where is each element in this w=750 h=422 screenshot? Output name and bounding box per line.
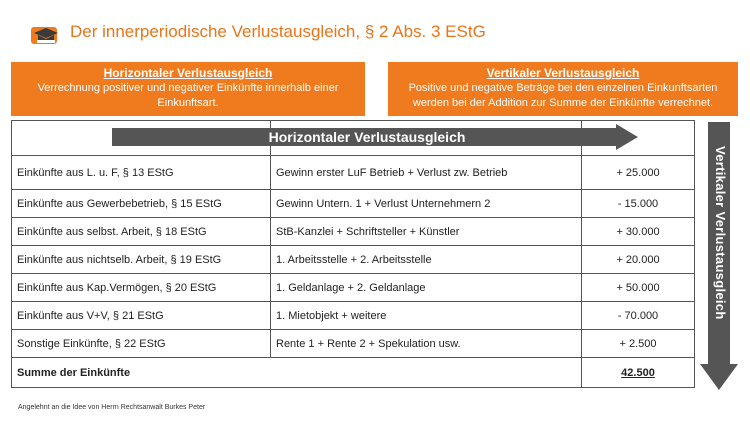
income-amount-cell: + 2.500 (582, 330, 695, 358)
horizontal-arrow-label: Horizontaler Verlustausgleich (268, 129, 466, 145)
income-description-cell: 1. Geldanlage + 2. Geldanlage (271, 274, 582, 302)
sum-row (12, 358, 695, 388)
income-type-cell: Einkünfte aus selbst. Arbeit, § 18 EStG (12, 218, 271, 246)
page-title: Der innerperiodische Verlustausgleich, § 2 Abs. 3 EStG (70, 22, 486, 41)
income-type-cell: Einkünfte aus Kap.Vermögen, § 20 EStG (12, 274, 271, 302)
table-row (12, 330, 695, 358)
book-hat-logo-icon (30, 22, 62, 48)
horizontal-info-heading: Horizontaler Verlustausgleich (103, 66, 273, 80)
income-amount-cell: - 15.000 (582, 190, 695, 218)
sum-value: 42.500 (621, 366, 655, 379)
vertical-info-heading: Vertikaler Verlustausgleich (486, 66, 640, 80)
income-amount-cell: + 20.000 (582, 246, 695, 274)
income-type-cell: Einkünfte aus V+V, § 21 EStG (12, 302, 271, 330)
table-row (12, 218, 695, 246)
footer-note: Angelehnt an die Idee von Herrn Rechtsanwalt Burkes Peter (18, 404, 206, 411)
table-row (12, 302, 695, 330)
horizontal-info-text: Verrechnung positiver und negativer Einkünfte innerhalb einer Einkunftsart. (37, 82, 339, 109)
table-row (12, 190, 695, 218)
income-type-cell: Einkünfte aus L. u. F, § 13 EStG (12, 156, 271, 190)
table-row (12, 246, 695, 274)
sum-value-cell (582, 358, 695, 388)
income-type-cell: Einkünfte aus Gewerbebetrieb, § 15 EStG (12, 190, 271, 218)
income-description-cell: Rente 1 + Rente 2 + Spekulation usw. (271, 330, 582, 358)
income-amount-cell: + 25.000 (582, 156, 695, 190)
income-amount-cell: + 50.000 (582, 274, 695, 302)
horizontal-info-box (11, 62, 365, 116)
table-row (12, 274, 695, 302)
income-table (11, 120, 695, 388)
income-amount-cell: + 30.000 (582, 218, 695, 246)
income-description-cell: StB-Kanzlei + Schriftsteller + Künstler (271, 218, 582, 246)
income-description-cell: Gewinn Untern. 1 + Verlust Unternehmern 2 (271, 190, 582, 218)
sum-label: Summe der Einkünfte (12, 358, 582, 388)
income-type-cell: Sonstige Einkünfte, § 22 EStG (12, 330, 271, 358)
income-description-cell: Gewinn erster LuF Betrieb + Verlust zw. Betrieb (271, 156, 582, 190)
income-description-cell: 1. Arbeitsstelle + 2. Arbeitsstelle (271, 246, 582, 274)
vertical-info-text: Positive und negative Beträge bei den einzelnen Einkunftsarten werden bei der Addition zur Summe der Einkünfte verrechnet. (408, 82, 718, 109)
income-amount-cell: - 70.000 (582, 302, 695, 330)
vertical-info-box (388, 62, 738, 116)
table-row (12, 156, 695, 190)
income-description-cell: 1. Mietobjekt + weitere (271, 302, 582, 330)
vertical-arrow-label: Vertikaler Verlustausgleich (713, 146, 728, 320)
income-type-cell: Einkünfte aus nichtselb. Arbeit, § 19 EStG (12, 246, 271, 274)
